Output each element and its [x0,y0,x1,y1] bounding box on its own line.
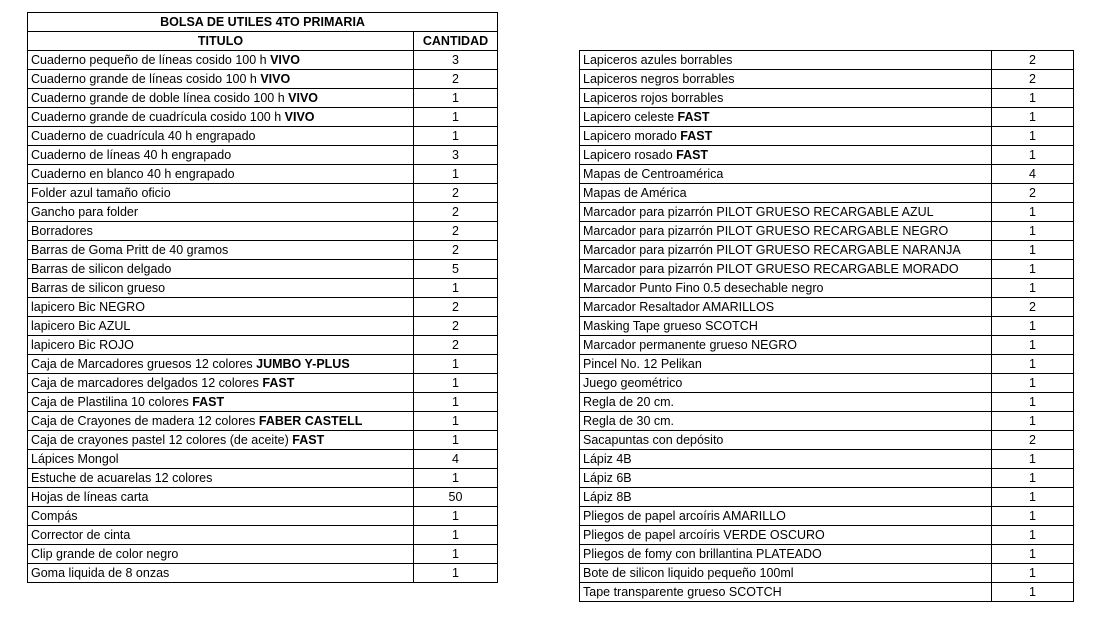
item-quantity: 2 [992,184,1074,203]
item-name-cell [28,298,414,317]
item-name: Corrector de cinta [31,528,131,542]
item-name: Lapiceros azules borrables [583,53,733,67]
item-quantity: 2 [992,70,1074,89]
item-name: Pliegos de papel arcoíris VERDE OSCURO [583,528,825,542]
item-name: Pliegos de papel arcoíris AMARILLO [583,509,786,523]
item-name: Regla de 20 cm. [583,395,675,409]
table-row [580,203,1074,222]
item-name-cell [580,355,992,374]
item-name: Lapicero rosado [583,148,677,162]
item-quantity: 2 [414,203,498,222]
item-quantity: 2 [414,70,498,89]
item-quantity: 1 [992,374,1074,393]
item-name: Marcador para pizarrón PILOT GRUESO RECARGABLE NEGRO [583,224,949,238]
item-name: Cuaderno grande de doble línea cosido 100 h [31,91,289,105]
item-quantity: 2 [992,431,1074,450]
item-name-cell [28,412,414,431]
item-name-cell [28,222,414,241]
item-name-cell [580,108,992,127]
item-quantity: 1 [992,108,1074,127]
item-quantity: 1 [992,89,1074,108]
item-name: Marcador Punto Fino 0.5 desechable negro [583,281,824,295]
item-name: Tape transparente grueso SCOTCH [583,585,782,599]
item-quantity: 1 [414,393,498,412]
item-name-cell [580,146,992,165]
item-quantity: 1 [992,222,1074,241]
item-name: Caja de Plastilina 10 colores [31,395,193,409]
table-row [28,108,498,127]
table-row [28,241,498,260]
table-row [28,146,498,165]
item-quantity: 1 [414,526,498,545]
item-name-cell [28,374,414,393]
item-name: Caja de crayones pastel 12 colores (de aceite) [31,433,293,447]
item-name-cell [28,393,414,412]
table-row [580,241,1074,260]
item-name-cell [580,51,992,70]
item-quantity: 3 [414,146,498,165]
item-name: Lapiceros rojos borrables [583,91,724,105]
item-quantity: 1 [992,355,1074,374]
table-row [580,108,1074,127]
item-name: Barras de silicon delgado [31,262,172,276]
item-name-cell [28,165,414,184]
table-row [580,146,1074,165]
table-row [580,583,1074,602]
item-name: Estuche de acuarelas 12 colores [31,471,213,485]
item-name: Marcador Resaltador AMARILLOS [583,300,775,314]
item-name: Cuaderno en blanco 40 h engrapado [31,167,235,181]
item-name: Juego geométrico [583,376,683,390]
item-quantity: 1 [992,526,1074,545]
table-row [580,412,1074,431]
supply-list-table-left [27,12,498,583]
table-row [28,70,498,89]
item-brand: FAST [676,148,709,162]
item-name-cell [28,260,414,279]
table-row [580,355,1074,374]
item-name: Masking Tape grueso SCOTCH [583,319,758,333]
item-name: Mapas de Centroamérica [583,167,724,181]
table-row [28,89,498,108]
item-name-cell [28,51,414,70]
item-name: Caja de marcadores delgados 12 colores [31,376,263,390]
table-row [28,564,498,583]
item-name: Marcador permanente grueso NEGRO [583,338,797,352]
table-row [28,412,498,431]
item-quantity: 1 [414,127,498,146]
table-row [28,526,498,545]
item-name-cell [580,488,992,507]
item-quantity: 2 [414,336,498,355]
item-name-cell [580,545,992,564]
item-brand: VIVO [284,110,315,124]
item-quantity: 1 [992,545,1074,564]
item-name-cell [28,146,414,165]
item-name-cell [28,431,414,450]
item-name: Lápiz 8B [583,490,632,504]
item-quantity: 1 [414,412,498,431]
item-name-cell [580,222,992,241]
table-row [580,431,1074,450]
item-name-cell [580,431,992,450]
table-row [580,488,1074,507]
item-brand: FAST [680,129,713,143]
item-name-cell [580,526,992,545]
table-row [580,545,1074,564]
item-name-cell [580,127,992,146]
item-name: Marcador para pizarrón PILOT GRUESO RECARGABLE NARANJA [583,243,961,257]
item-name: Cuaderno de líneas 40 h engrapado [31,148,232,162]
item-name-cell [580,507,992,526]
item-name-cell [580,412,992,431]
item-name: Cuaderno grande de líneas cosido 100 h [31,72,261,86]
item-name: lapicero Bic NEGRO [31,300,145,314]
table-row [28,469,498,488]
item-name-cell [28,526,414,545]
table-row [580,450,1074,469]
item-name-cell [28,317,414,336]
item-name: lapicero Bic AZUL [31,319,131,333]
table-title-row [28,13,498,32]
item-quantity: 1 [414,469,498,488]
table-row [28,260,498,279]
table-row [580,374,1074,393]
item-quantity: 2 [414,317,498,336]
item-name-cell [580,317,992,336]
item-name-cell [28,450,414,469]
table-row [580,564,1074,583]
table-row [580,222,1074,241]
item-quantity: 1 [414,89,498,108]
item-quantity: 2 [992,51,1074,70]
item-quantity: 1 [414,108,498,127]
item-name-cell [28,355,414,374]
item-name-cell [580,279,992,298]
item-name-cell [28,564,414,583]
item-name: Lapicero celeste [583,110,678,124]
item-name: Regla de 30 cm. [583,414,675,428]
item-name-cell [580,336,992,355]
item-brand: FABER CASTELL [258,414,363,428]
table-header-row [28,32,498,51]
item-name-cell [28,203,414,222]
item-name-cell [580,260,992,279]
item-quantity: 1 [992,260,1074,279]
item-quantity: 4 [414,450,498,469]
item-quantity: 1 [992,488,1074,507]
item-name: Bote de silicon liquido pequeño 100ml [583,566,794,580]
item-quantity: 1 [414,431,498,450]
item-quantity: 1 [992,127,1074,146]
item-name-cell [580,165,992,184]
item-quantity: 1 [414,507,498,526]
item-quantity: 1 [414,564,498,583]
item-name-cell [28,184,414,203]
item-name: Folder azul tamaño oficio [31,186,171,200]
table-row [580,469,1074,488]
table-row [28,545,498,564]
table-row [28,184,498,203]
table-row [28,393,498,412]
item-brand: FAST [192,395,225,409]
item-quantity: 1 [992,469,1074,488]
item-name-cell [580,203,992,222]
item-name: lapicero Bic ROJO [31,338,134,352]
item-name-cell [580,89,992,108]
item-quantity: 2 [414,222,498,241]
item-name: Hojas de líneas carta [31,490,149,504]
item-quantity: 1 [414,279,498,298]
item-name: Sacapuntas con depósito [583,433,724,447]
item-quantity: 1 [992,336,1074,355]
supply-list-table-right [579,50,1074,602]
table-row [580,317,1074,336]
table-row [28,203,498,222]
item-quantity: 1 [992,583,1074,602]
table-row [28,279,498,298]
table-row [28,127,498,146]
table-row [28,374,498,393]
table-row [28,336,498,355]
table-row [28,51,498,70]
item-brand: VIVO [270,53,300,67]
item-name: Cuaderno pequeño de líneas cosido 100 h [31,53,271,67]
item-name: Borradores [31,224,93,238]
item-name: Lápices Mongol [31,452,119,466]
item-quantity: 50 [414,488,498,507]
item-brand: FAST [262,376,295,390]
column-header-quantity: CANTIDAD [414,32,498,51]
item-quantity: 1 [414,545,498,564]
item-quantity: 1 [992,146,1074,165]
item-name-cell [28,70,414,89]
table-row [28,488,498,507]
item-quantity: 1 [992,317,1074,336]
item-name-cell [580,583,992,602]
table-row [580,70,1074,89]
item-name-cell [580,241,992,260]
item-quantity: 1 [992,412,1074,431]
item-name: Gancho para folder [31,205,139,219]
item-quantity: 1 [414,355,498,374]
table-row [580,393,1074,412]
item-name-cell [580,564,992,583]
item-brand: VIVO [288,91,319,105]
table-row [580,507,1074,526]
item-name: Caja de Marcadores gruesos 12 colores [31,357,257,371]
table-row [580,526,1074,545]
item-name: Clip grande de color negro [31,547,179,561]
item-brand: FAST [292,433,325,447]
table-row [580,260,1074,279]
item-name-cell [580,450,992,469]
item-quantity: 2 [414,184,498,203]
item-name: Compás [31,509,78,523]
item-quantity: 1 [992,241,1074,260]
item-name: Cuaderno de cuadrícula 40 h engrapado [31,129,256,143]
item-quantity: 1 [992,279,1074,298]
item-name-cell [28,241,414,260]
item-quantity: 2 [414,298,498,317]
item-name-cell [28,469,414,488]
table-row [580,336,1074,355]
item-name: Mapas de América [583,186,687,200]
item-name: Barras de Goma Pritt de 40 gramos [31,243,229,257]
item-quantity: 1 [992,450,1074,469]
item-name: Lapiceros negros borrables [583,72,735,86]
item-name: Lápiz 6B [583,471,632,485]
item-brand: JUMBO Y-PLUS [256,357,350,371]
item-name: Marcador para pizarrón PILOT GRUESO RECARGABLE MORADO [583,262,959,276]
item-name-cell [28,279,414,298]
table-row [28,222,498,241]
item-quantity: 2 [992,298,1074,317]
item-name-cell [580,70,992,89]
item-name: Caja de Crayones de madera 12 colores [31,414,259,428]
item-name: Goma liquida de 8 onzas [31,566,170,580]
table-row [580,279,1074,298]
item-quantity: 1 [992,564,1074,583]
item-quantity: 1 [414,374,498,393]
item-name-cell [28,488,414,507]
item-quantity: 2 [414,241,498,260]
item-name-cell [28,127,414,146]
item-name-cell [28,545,414,564]
table-row [580,298,1074,317]
item-name: Pliegos de fomy con brillantina PLATEADO [583,547,822,561]
item-brand: VIVO [260,72,291,86]
item-quantity: 1 [992,203,1074,222]
column-header-title: TITULO [28,32,414,51]
item-name: Marcador para pizarrón PILOT GRUESO RECARGABLE AZUL [583,205,934,219]
item-name-cell [580,374,992,393]
item-quantity: 1 [992,507,1074,526]
item-quantity: 4 [992,165,1074,184]
item-name: Lápiz 4B [583,452,632,466]
item-brand: FAST [677,110,710,124]
item-name: Cuaderno grande de cuadrícula cosido 100 h [31,110,285,124]
item-name-cell [28,89,414,108]
table-row [580,184,1074,203]
item-quantity: 1 [414,165,498,184]
item-quantity: 3 [414,51,498,70]
item-name-cell [28,108,414,127]
item-name-cell [580,469,992,488]
table-row [28,355,498,374]
table-row [580,89,1074,108]
item-name-cell [28,507,414,526]
table-row [580,127,1074,146]
table-row [28,507,498,526]
table-row [28,431,498,450]
item-name-cell [580,184,992,203]
table-row [28,165,498,184]
table-row [580,51,1074,70]
item-name-cell [580,298,992,317]
table-row [580,165,1074,184]
table-row [28,450,498,469]
table-row [28,317,498,336]
table-title: BOLSA DE UTILES 4TO PRIMARIA [28,13,498,32]
item-name: Barras de silicon grueso [31,281,166,295]
item-name-cell [28,336,414,355]
item-name: Lapicero morado [583,129,681,143]
item-quantity: 1 [992,393,1074,412]
item-name-cell [580,393,992,412]
item-quantity: 5 [414,260,498,279]
item-name: Pincel No. 12 Pelikan [583,357,702,371]
table-row [28,298,498,317]
